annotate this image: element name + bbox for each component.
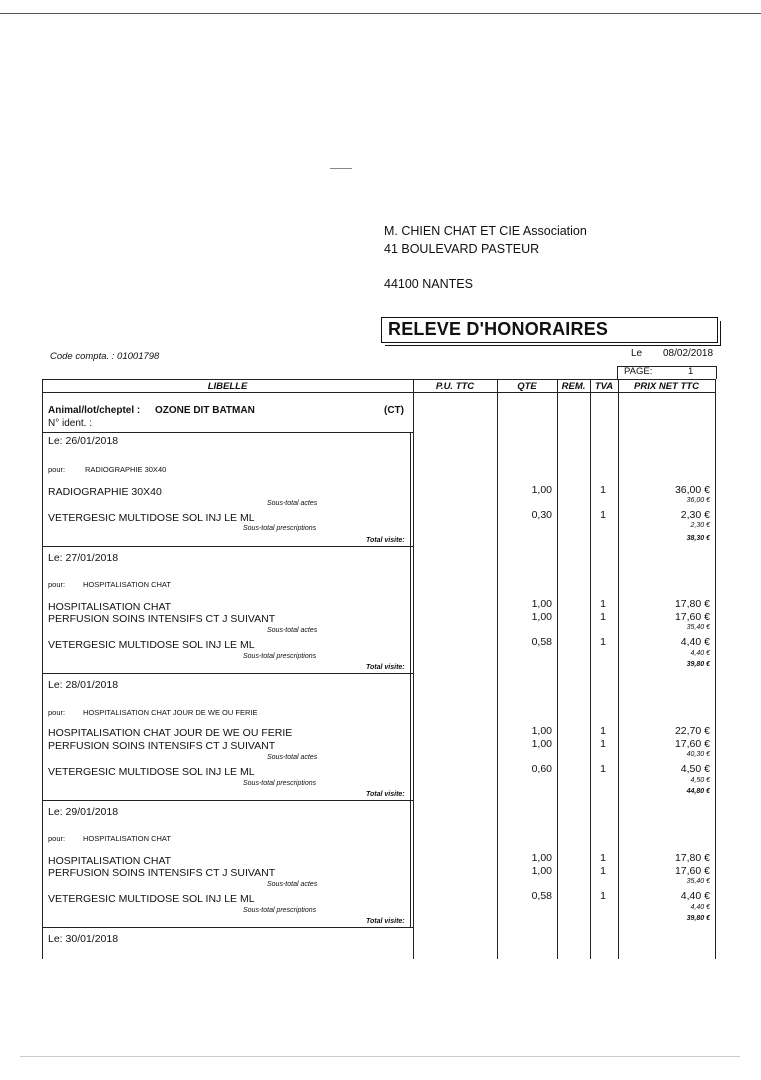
presc-qte: 0,58	[531, 636, 552, 648]
table-header-bottom	[42, 392, 716, 393]
code-compta: Code compta. : 01001798	[50, 351, 160, 362]
act-tva: 1	[600, 725, 606, 737]
presc-prix: 2,30 €	[680, 509, 710, 521]
act-label: PERFUSION SOINS INTENSIFS CT J SUIVANT	[48, 867, 276, 879]
act-tva: 1	[600, 611, 606, 623]
presc-prix: 4,50 €	[680, 763, 710, 775]
page-label: PAGE:	[624, 366, 653, 377]
visit-reason: HOSPITALISATION CHAT	[83, 580, 171, 589]
act-tva: 1	[600, 598, 606, 610]
date-label: Le	[631, 348, 643, 359]
act-prix: 17,60 €	[674, 865, 710, 877]
act-tva: 1	[600, 738, 606, 750]
total-visite-value: 39,80 €	[686, 915, 710, 922]
act-label: RADIOGRAPHIE 30X40	[48, 486, 162, 498]
total-visite-label: Total visite:	[366, 664, 405, 671]
visit-separator	[42, 546, 413, 547]
table-left-border	[42, 379, 43, 959]
libelle-inner-right	[410, 432, 411, 927]
animal-ident: N° ident. :	[48, 418, 93, 429]
animal-label: Animal/lot/cheptel :	[48, 405, 141, 416]
visit-reason: HOSPITALISATION CHAT JOUR DE WE OU FERIE	[83, 708, 258, 717]
recipient-street: 41 BOULEVARD PASTEUR	[384, 242, 540, 256]
sous-total-actes-label: Sous-total actes	[267, 500, 318, 507]
sous-total-actes-value: 35,40 €	[686, 878, 710, 885]
sous-total-presc-value: 2,30 €	[690, 522, 710, 529]
col-header-prix: PRIX NET TTC	[634, 381, 699, 392]
sous-total-actes-value: 35,40 €	[686, 624, 710, 631]
presc-label: VETERGESIC MULTIDOSE SOL INJ LE ML	[48, 512, 255, 524]
visit-date: Le: 26/01/2018	[48, 435, 119, 447]
presc-tva: 1	[600, 509, 606, 521]
total-visite-value: 44,80 €	[686, 788, 710, 795]
pour-label: pour:	[48, 465, 66, 474]
page-number: 1	[688, 366, 694, 377]
animal-name: OZONE DIT BATMAN	[155, 405, 255, 416]
col-divider-rem	[557, 379, 558, 959]
pour-label: pour:	[48, 708, 66, 717]
col-header-pu: P.U. TTC	[435, 381, 475, 392]
act-tva: 1	[600, 865, 606, 877]
visit-date: Le: 27/01/2018	[48, 552, 119, 564]
table-top-border	[42, 379, 716, 380]
small-dash-mark	[330, 168, 352, 169]
document-title: RELEVE D'HONORAIRES	[388, 319, 609, 339]
col-header-qte: QTE	[517, 381, 537, 392]
document-title-box	[381, 317, 718, 343]
sous-total-presc-label: Sous-total prescriptions	[243, 653, 317, 660]
visit-date: Le: 29/01/2018	[48, 806, 119, 818]
presc-label: VETERGESIC MULTIDOSE SOL INJ LE ML	[48, 893, 255, 905]
presc-tva: 1	[600, 890, 606, 902]
act-qte: 1,00	[531, 611, 552, 623]
pour-label: pour:	[48, 834, 66, 843]
top-scan-edge	[0, 13, 761, 14]
bottom-scan-edge	[20, 1056, 740, 1057]
presc-qte: 0,30	[531, 509, 552, 521]
pour-label: pour:	[48, 580, 66, 589]
act-qte: 1,00	[531, 484, 552, 496]
sous-total-presc-value: 4,50 €	[690, 777, 710, 784]
sous-total-actes-label: Sous-total actes	[267, 881, 318, 888]
sous-total-actes-label: Sous-total actes	[267, 754, 318, 761]
col-header-tva: TVA	[594, 381, 614, 392]
visit-separator	[42, 927, 413, 928]
col-divider-pu	[413, 379, 414, 959]
total-visite-value: 39,80 €	[686, 661, 710, 668]
visit-separator	[42, 673, 413, 674]
act-qte: 1,00	[531, 738, 552, 750]
visit-reason: RADIOGRAPHIE 30X40	[85, 465, 167, 474]
act-label: PERFUSION SOINS INTENSIFS CT J SUIVANT	[48, 613, 276, 625]
act-label: HOSPITALISATION CHAT	[48, 601, 172, 613]
presc-prix: 4,40 €	[680, 890, 710, 902]
visit-date: Le: 28/01/2018	[48, 679, 119, 691]
sous-total-actes-label: Sous-total actes	[267, 627, 318, 634]
act-prix: 17,60 €	[674, 738, 710, 750]
col-header-rem: REM.	[561, 381, 586, 392]
sous-total-actes-value: 40,30 €	[686, 751, 710, 758]
total-visite-value: 38,30 €	[686, 535, 710, 542]
act-qte: 1,00	[531, 865, 552, 877]
presc-label: VETERGESIC MULTIDOSE SOL INJ LE ML	[48, 639, 255, 651]
act-prix: 17,80 €	[674, 852, 710, 864]
total-visite-label: Total visite:	[366, 918, 405, 925]
animal-code: (CT)	[384, 405, 404, 416]
visit-date: Le: 30/01/2018	[48, 933, 119, 945]
act-prix: 22,70 €	[674, 725, 710, 737]
presc-qte: 0,58	[531, 890, 552, 902]
recipient-name: M. CHIEN CHAT ET CIE Association	[384, 224, 587, 238]
sous-total-presc-label: Sous-total prescriptions	[243, 907, 317, 914]
presc-qte: 0,60	[531, 763, 552, 775]
act-prix: 17,60 €	[674, 611, 710, 623]
table-right-border	[715, 379, 716, 959]
act-label: PERFUSION SOINS INTENSIFS CT J SUIVANT	[48, 740, 276, 752]
presc-tva: 1	[600, 763, 606, 775]
presc-prix: 4,40 €	[680, 636, 710, 648]
sous-total-actes-value: 36,00 €	[686, 497, 710, 504]
visit-separator	[42, 432, 413, 433]
act-qte: 1,00	[531, 598, 552, 610]
act-prix: 36,00 €	[674, 484, 710, 496]
sous-total-presc-value: 4,40 €	[690, 650, 710, 657]
presc-label: VETERGESIC MULTIDOSE SOL INJ LE ML	[48, 766, 255, 778]
visit-separator	[42, 800, 413, 801]
sous-total-presc-value: 4,40 €	[690, 904, 710, 911]
recipient-city: 44100 NANTES	[384, 277, 473, 291]
act-label: HOSPITALISATION CHAT	[48, 855, 172, 867]
document-date: 08/02/2018	[663, 348, 714, 359]
act-qte: 1,00	[531, 852, 552, 864]
sous-total-presc-label: Sous-total prescriptions	[243, 525, 317, 532]
col-header-libelle: LIBELLE	[207, 381, 248, 392]
act-label: HOSPITALISATION CHAT JOUR DE WE OU FERIE	[48, 727, 293, 739]
act-tva: 1	[600, 484, 606, 496]
act-tva: 1	[600, 852, 606, 864]
presc-tva: 1	[600, 636, 606, 648]
total-visite-label: Total visite:	[366, 791, 405, 798]
sous-total-presc-label: Sous-total prescriptions	[243, 780, 317, 787]
act-prix: 17,80 €	[674, 598, 710, 610]
total-visite-label: Total visite:	[366, 537, 405, 544]
act-qte: 1,00	[531, 725, 552, 737]
visit-reason: HOSPITALISATION CHAT	[83, 834, 171, 843]
